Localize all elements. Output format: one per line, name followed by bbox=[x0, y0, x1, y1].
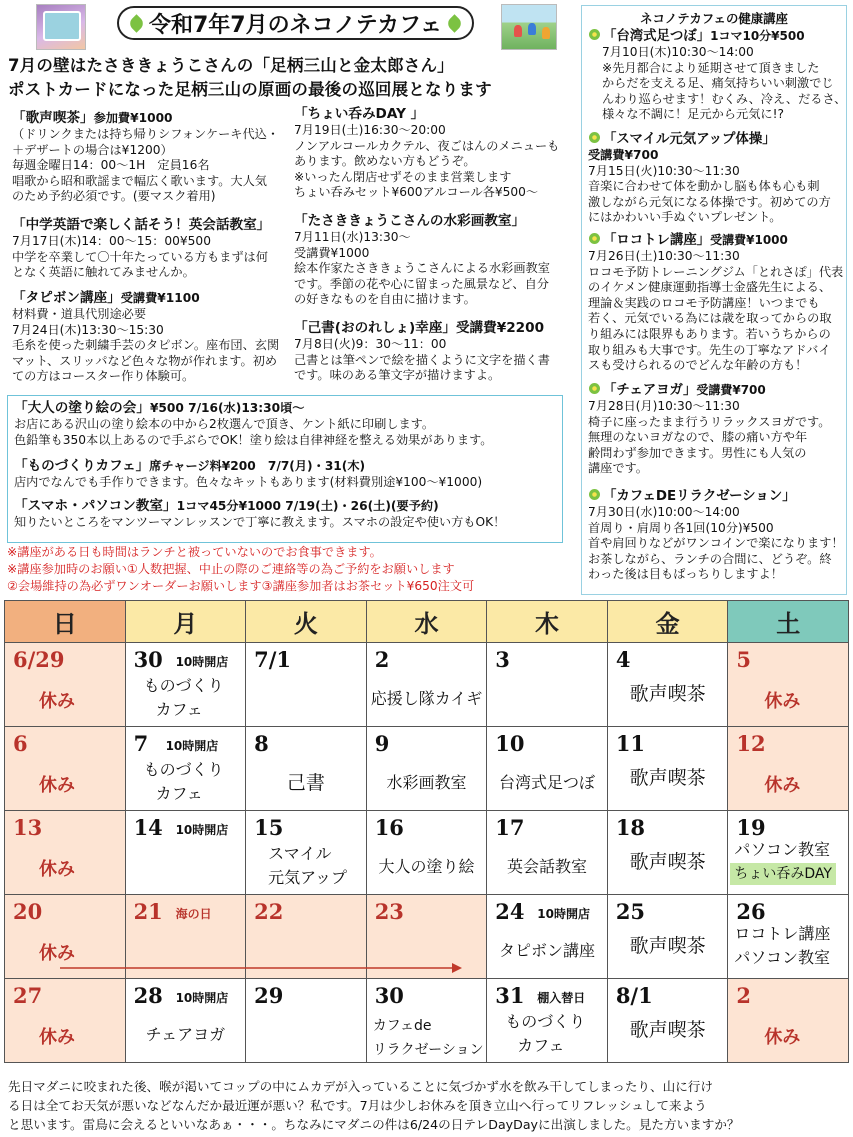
day-event: 台湾式足つぼ bbox=[499, 773, 596, 792]
day-off-label: 休み bbox=[39, 775, 75, 796]
day-off-label: 休み bbox=[764, 691, 801, 712]
day-event: 歌声喫茶 bbox=[629, 1019, 706, 1041]
day-note: 10時開店 bbox=[165, 739, 219, 753]
event-english-class: 「中学英語で楽しく話そう！英会話教室」 7月17日(木)14：00～15：00¥500 中学を卒業して〇十年たっている方もまずは何 となく英語に触れてみませんか。 bbox=[12, 217, 271, 280]
health-item-relax: 「カフェDEリラクゼーション」 7月30日(水)10:00～14:00 首周り・肩周り各1回(10分)¥500 首や肩回りなどがワンコインで楽になります！ お茶しながら、ランチの合間に、どうぞ。終 わった後は目もぱっちりしますよ！ bbox=[588, 489, 844, 582]
day-event: カフェ bbox=[517, 1036, 565, 1055]
flower-icon bbox=[588, 382, 601, 395]
calendar-day-cell[interactable] bbox=[728, 979, 849, 1063]
calendar-day-cell[interactable] bbox=[5, 643, 126, 727]
leaf-icon bbox=[445, 14, 463, 32]
flower-icon bbox=[588, 28, 601, 41]
day-number: 10 bbox=[495, 731, 525, 756]
day-number: 29 bbox=[254, 983, 284, 1008]
day-number: 13 bbox=[13, 815, 43, 840]
calendar-day-cell[interactable] bbox=[246, 643, 367, 727]
day-number: 3 bbox=[495, 647, 510, 672]
health-item-locotre: 「ロコトレ講座」受講費¥1000 7月26日(土)10:30～11:30 ロコモ予防トレーニングジム「とれさぽ」代表 のイケメン健康運動指導士金盛先生による、 理論＆実践のロコモ予防講座！いつまでも 若く、元気でいる為には歳を取ってからの取 り組みには限界もあります。若いうちからの 取り組みも大事です。先生の丁寧なアドバイ スも受けられるのでどんな年齢の方も！ bbox=[588, 233, 844, 373]
footer-message: 先日マダニに咬まれた後、喉が渇いてコップの中にムカデが入っていることに気づかず水を飲み干してしまったり、山に行け る日は全てお天気が悪いなどなんだか最近運が悪い？私です。7月は少しお休みを頂き立山へ行ってリフレッシュして来よう と思います。雷鳥に会えるといいなあぁ・・・。ちなみにマダニの件は6/24の日テレDayDayに出演しました。見た方いますか？ bbox=[8, 1079, 740, 1132]
day-event: ものづくり bbox=[143, 676, 224, 695]
calendar-day-cell[interactable] bbox=[487, 727, 608, 811]
health-item-chair-yoga: 「チェアヨガ」受講費¥700 7月28日(月)10:30～11:30 椅子に座ったまま行うリラックスヨガです。 無理のないヨガなので、膝の痛い方や年 齢問わず参加できます。男性にも人気の 講座です。 bbox=[588, 383, 831, 476]
calendar-day-cell[interactable] bbox=[366, 727, 487, 811]
calendar-day-cell[interactable] bbox=[366, 643, 487, 727]
calendar-day-cell[interactable] bbox=[487, 643, 608, 727]
calendar-day-cell[interactable] bbox=[246, 811, 367, 895]
weekday-1: 月 bbox=[125, 601, 246, 643]
weekday-2: 火 bbox=[246, 601, 367, 643]
day-event: リラクゼーション bbox=[372, 1042, 484, 1058]
day-note: 10時開店 bbox=[537, 907, 590, 921]
event-tapibon: 「タピボン講座」受講費¥1100 材料費・道具代別途必要 7月24日(木)13:30～15:30 毛糸を使った刺繍手芸のタピボン。座布団、玄関 マット、スリッパなど色々な物が作れます。初め ての方はコースター作り体験可。 bbox=[12, 290, 280, 384]
day-number: 19 bbox=[736, 815, 766, 840]
calendar-day-cell[interactable] bbox=[366, 811, 487, 895]
calendar-day-cell[interactable] bbox=[5, 979, 126, 1063]
day-number: 6/29 bbox=[13, 647, 65, 672]
day-number: 14 bbox=[133, 815, 163, 840]
closure-arrow bbox=[60, 962, 464, 974]
calendar-day-cell[interactable] bbox=[607, 895, 728, 979]
day-number: 11 bbox=[615, 731, 646, 756]
calendar-day-cell[interactable] bbox=[246, 727, 367, 811]
flower-icon bbox=[588, 488, 601, 501]
day-number: 8/1 bbox=[615, 983, 653, 1008]
health-item-foot: 「台湾式足つぼ」1コマ10分¥500 7月10日(木)10:30～14:00 ※先月都合により延期させて頂きました からだを支える足、痛気持ちいい刺激でじ んわり巡らせます！むくみ、冷え、だるさ、 様々な不調に！足元から元気に!? bbox=[588, 28, 846, 123]
health-item-smile: 「スマイル元気アップ体操」 受講費¥700 7月15日(火)10:30～11:30 音楽に合わせて体を動かし脳も体も心も刺 激しながら元気になる体操です。初めての方 にはかわいい手ぬぐいプレゼント。 bbox=[588, 132, 831, 225]
day-number: 5 bbox=[736, 647, 751, 672]
day-number: 4 bbox=[615, 647, 631, 672]
day-number: 31 bbox=[495, 983, 525, 1008]
day-number: 20 bbox=[13, 899, 43, 924]
calendar bbox=[4, 600, 849, 1063]
day-event: ものづくり bbox=[143, 760, 224, 779]
headline-2: ポストカードになった足柄三山の原画の最後の巡回展となります bbox=[8, 80, 492, 99]
day-event: パソコン教室 bbox=[734, 840, 831, 859]
day-event: 水彩画教室 bbox=[386, 773, 467, 792]
day-number: 25 bbox=[615, 899, 646, 924]
day-off-label: 休み bbox=[39, 943, 75, 964]
event-coloring: 「大人の塗り絵の会」¥500 7/16(水)13:30頃～ お店にある沢山の塗り絵本の中から2枚選んで頂き、ケント紙に印刷します。 色鉛筆も350本以上あるので手ぶらでOK！塗り絵は自律神経を整える効果があります。 bbox=[14, 400, 493, 447]
calendar-day-cell[interactable] bbox=[487, 895, 608, 979]
day-number: 7/1 bbox=[254, 647, 292, 672]
day-note: 棚入替日 bbox=[537, 991, 586, 1005]
calendar-day-cell[interactable] bbox=[125, 979, 246, 1063]
day-note: 10時開店 bbox=[175, 655, 229, 669]
weekday-0: 日 bbox=[5, 601, 126, 643]
day-event: カフェde bbox=[372, 1018, 432, 1034]
health-panel bbox=[581, 5, 847, 595]
day-number: 6 bbox=[13, 731, 28, 756]
day-number: 28 bbox=[133, 983, 163, 1008]
day-off-label: 休み bbox=[39, 691, 75, 712]
day-off-label: 休み bbox=[39, 859, 75, 880]
day-number: 27 bbox=[13, 983, 43, 1008]
day-event: 歌声喫茶 bbox=[629, 683, 706, 705]
calendar-day-cell[interactable] bbox=[125, 811, 246, 895]
calendar-day-cell[interactable] bbox=[728, 895, 849, 979]
day-event: カフェ bbox=[155, 700, 203, 719]
calendar-body bbox=[5, 643, 849, 1063]
cat-illustration bbox=[36, 4, 86, 50]
page-title: 令和7年7月のネコノテカフェ bbox=[148, 12, 443, 38]
calendar-day-cell[interactable] bbox=[728, 811, 849, 895]
leaf-icon bbox=[127, 14, 145, 32]
day-note: 海の日 bbox=[175, 907, 212, 921]
day-event: 大人の塗り絵 bbox=[378, 857, 475, 876]
calendar-day-cell[interactable] bbox=[607, 727, 728, 811]
day-number: 9 bbox=[374, 731, 390, 756]
calendar-week bbox=[5, 811, 849, 895]
flower-icon bbox=[588, 232, 601, 245]
calendar-day-cell[interactable] bbox=[607, 979, 728, 1063]
day-event: チェアヨガ bbox=[145, 1025, 226, 1044]
event-pc-class: 「スマホ・パソコン教室」1コマ45分¥1000 7/19(土)・26(土)(要予約) 知りたいところをマンツーマンレッスンで丁寧に教えます。スマホの設定や使い方もOK！ bbox=[14, 498, 506, 529]
day-event: ロコトレ講座 bbox=[734, 924, 831, 943]
event-singing-cafe: 「歌声喫茶」参加費¥1000 （ドリンクまたは持ち帰りシフォンケーキ代込・ ＋デザートの場合は¥1200） 毎週金曜日14：00～1H 定員16名 唱歌から昭和歌謡まで幅広く歌います。大人気 のため予約必須です。(要マスク着用) bbox=[12, 110, 280, 204]
day-off-label: 休み bbox=[39, 1027, 75, 1048]
day-event: タピボン講座 bbox=[499, 941, 596, 960]
headline-1: 7月の壁はたさききょうこさんの「足柄三山と金太郎さん」 bbox=[8, 56, 454, 75]
event-monozukuri: 「ものづくりカフェ」席チャージ料¥200 7/7(月)・31(木) 店内でなんでも手作りできます。色々なキットもあります(材料費別途¥100～¥1000) bbox=[14, 458, 483, 489]
day-event: 英会話教室 bbox=[507, 857, 588, 876]
event-watercolor: 「たさききょうこさんの水彩画教室」 7月11日(水)13:30～ 受講費¥1000 絵本作家たさききょうこさんによる水彩画教室 です。季節の花や心に留まった風景など、自分 の好きなものを自由に描けます。 bbox=[294, 213, 550, 307]
day-number: 17 bbox=[495, 815, 525, 840]
weekday-3: 水 bbox=[366, 601, 487, 643]
day-event: ちょい呑みDAY bbox=[730, 863, 836, 885]
day-number: 2 bbox=[736, 983, 751, 1008]
day-event: パソコン教室 bbox=[734, 948, 831, 967]
flower-icon bbox=[588, 131, 601, 144]
day-number: 30 bbox=[374, 983, 404, 1008]
day-number: 8 bbox=[254, 731, 269, 756]
day-number: 15 bbox=[254, 815, 284, 840]
day-number: 30 bbox=[133, 647, 163, 672]
day-off-label: 休み bbox=[764, 775, 801, 796]
calendar-week bbox=[5, 727, 849, 811]
calendar-day-cell[interactable] bbox=[607, 643, 728, 727]
calendar-day-cell[interactable] bbox=[366, 979, 487, 1063]
day-number: 21 bbox=[133, 899, 163, 924]
day-event: 歌声喫茶 bbox=[629, 767, 706, 789]
page-title-banner bbox=[117, 6, 474, 40]
calendar-week bbox=[5, 979, 849, 1063]
weekday-4: 木 bbox=[487, 601, 608, 643]
weekday-5: 金 bbox=[607, 601, 728, 643]
calendar-day-cell[interactable] bbox=[125, 727, 246, 811]
day-number: 26 bbox=[736, 899, 766, 924]
calendar-week bbox=[5, 643, 849, 727]
day-number: 23 bbox=[374, 899, 404, 924]
calendar-day-cell[interactable] bbox=[5, 727, 126, 811]
calendar-day-cell[interactable] bbox=[487, 811, 608, 895]
day-number: 7 bbox=[133, 731, 149, 756]
day-number: 16 bbox=[374, 815, 404, 840]
event-onoresho: 「己書(おのれしょ)幸座」受講費¥2200 7月8日(火)9：30～11：00 己書とは筆ペンで絵を描くように文字を描く書 です。味のある筆文字が描けますよ。 bbox=[294, 320, 550, 383]
calendar-day-cell[interactable] bbox=[728, 643, 849, 727]
day-number: 18 bbox=[615, 815, 646, 840]
weekday-header bbox=[5, 601, 849, 643]
event-choi-nomi: 「ちょい呑みDAY 」 7月19日(土)16:30～20:00 ノンアルコールカクテル、夜ごはんのメニューも あります。飲めない方もどうぞ。 ※いったん閉店せずそのまま営業します ちょい呑みセット¥600アルコール各¥500～ bbox=[294, 106, 560, 200]
day-off-label: 休み bbox=[764, 1027, 801, 1048]
day-event: 歌声喫茶 bbox=[629, 851, 706, 873]
day-number: 22 bbox=[254, 899, 284, 924]
day-event: ものづくり bbox=[505, 1012, 586, 1031]
calendar-day-cell[interactable] bbox=[5, 811, 126, 895]
calendar-day-cell[interactable] bbox=[246, 979, 367, 1063]
day-event: スマイル bbox=[268, 844, 332, 863]
hiking-illustration bbox=[501, 4, 557, 50]
note-2: ※講座参加時のお願い①人数把握、中止の際のご連絡等の為ご予約をお願いします bbox=[7, 562, 455, 576]
day-note: 10時開店 bbox=[175, 823, 229, 837]
day-event: 己書 bbox=[286, 772, 325, 794]
calendar-day-cell[interactable] bbox=[607, 811, 728, 895]
calendar-day-cell[interactable] bbox=[487, 979, 608, 1063]
note-1: ※講座がある日も時間はランチと被っていないのでお食事できます。 bbox=[7, 545, 382, 559]
calendar-day-cell[interactable] bbox=[728, 727, 849, 811]
day-event: 元気アップ bbox=[268, 868, 348, 887]
health-title: ネコノテカフェの健康講座 bbox=[640, 11, 788, 26]
calendar-day-cell[interactable] bbox=[125, 643, 246, 727]
note-3: ②会場維持の為必ずワンオーダーお願いします③講座参加者はお茶セット¥650注文可 bbox=[7, 579, 475, 593]
day-number: 24 bbox=[495, 899, 525, 924]
day-number: 12 bbox=[736, 731, 766, 756]
day-event: 歌声喫茶 bbox=[629, 935, 706, 957]
day-note: 10時開店 bbox=[175, 991, 229, 1005]
day-number: 2 bbox=[374, 647, 390, 672]
day-event: カフェ bbox=[155, 784, 203, 803]
day-event: 応援し隊カイギ bbox=[370, 689, 483, 708]
weekday-6: 土 bbox=[728, 601, 849, 643]
